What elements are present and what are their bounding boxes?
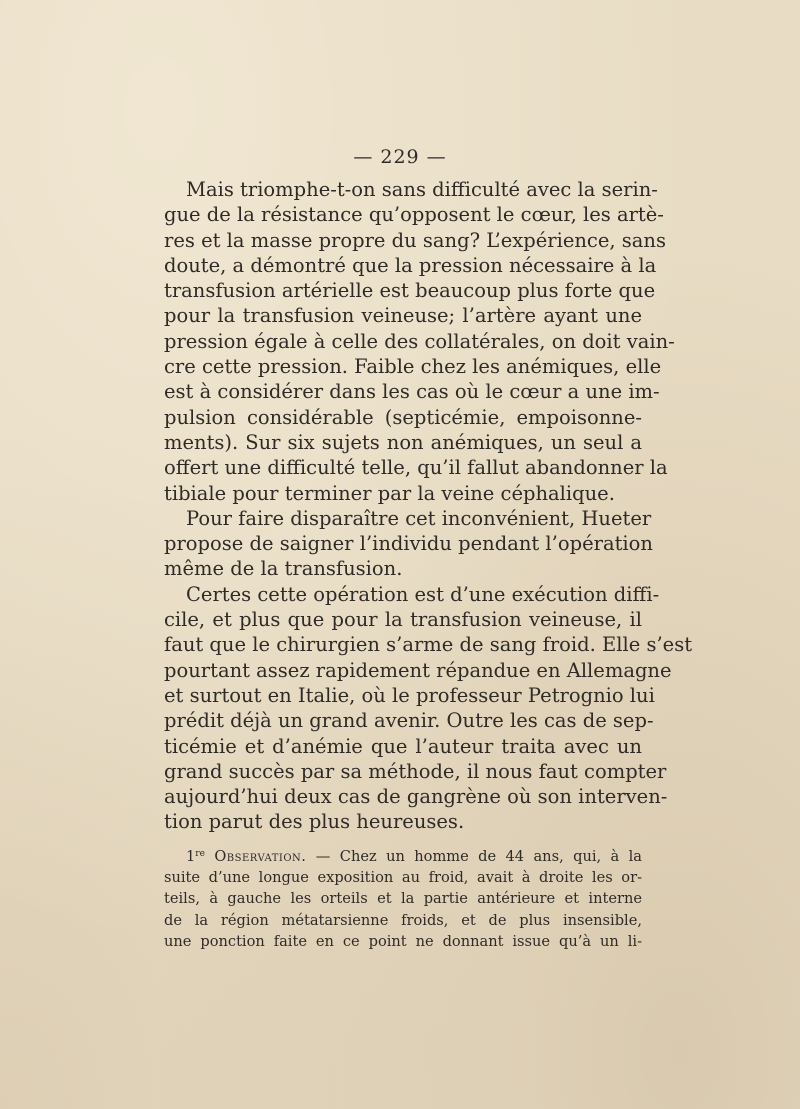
observation-ordinal: 1: [186, 848, 196, 865]
text-line: res et la masse propre du sang? L’expérience, sans: [164, 228, 666, 252]
text-line: Certes cette opération est d’une exécution diffi-: [186, 582, 660, 606]
observation-note: [164, 846, 642, 952]
observation-line: une ponction faite en ce point ne donnant issue qu’à un li-: [164, 932, 642, 950]
page-number: — 229 —: [353, 146, 447, 168]
observation-line: teils, à gauche les orteils et la partie antérieure et interne: [164, 890, 642, 908]
text-line: Pour faire disparaître cet inconvénient, Hueter: [186, 506, 652, 530]
text-line: grand succès par sa méthode, il nous faut compter: [164, 759, 667, 783]
text-line: prédit déjà un grand avenir. Outre les cas de sep-: [164, 709, 654, 733]
text-line: aujourd’hui deux cas de gangrène où son interven-: [164, 785, 668, 809]
text-line: offert une difficulté telle, qu’il fallut abandonner la: [164, 456, 668, 480]
text-line: tion parut des plus heureuses.: [164, 810, 465, 834]
text-line: Mais triomphe-t-on sans difficulté avec la serin-: [186, 178, 658, 201]
text-line: tibiale pour terminer par la veine céphalique.: [164, 481, 615, 505]
text-line: pour la transfusion veineuse; l’artère ayant une: [164, 304, 642, 328]
observation-line: de la région métatarsienne froids, et de plus insensible,: [164, 911, 642, 929]
text-line: transfusion artérielle est beaucoup plus forte que: [164, 279, 656, 303]
text-line: pulsion considérable (septicémie, empoisonne-: [164, 405, 642, 429]
text-line: propose de saigner l’individu pendant l’opération: [164, 532, 653, 556]
text-line: et surtout en Italie, où le professeur Petrognio lui: [164, 683, 655, 707]
text-line: est à considérer dans les cas où le cœur a une im-: [164, 380, 660, 404]
observation-first-line: [164, 846, 642, 867]
text-line: cre cette pression. Faible chez les anémiques, elle: [164, 355, 662, 379]
text-line: gue de la résistance qu’opposent le cœur, les artè-: [164, 203, 664, 227]
observation-line: suite d’une longue exposition au froid, avait à droite les or-: [164, 869, 642, 887]
text-line: doute, a démontré que la pression nécessaire à la: [164, 253, 657, 277]
text-line: ments). Sur six sujets non anémiques, un seul a: [164, 430, 642, 454]
observation-ordinal-suffix: re: [195, 849, 205, 859]
text-line: faut que le chirurgien s’arme de sang froid. Elle s’est: [164, 633, 693, 657]
observation-first-line-text: — Chez un homme de 44 ans, qui, à la: [306, 848, 642, 865]
text-line: cile, et plus que pour la transfusion veineuse, il: [164, 608, 642, 632]
text-line: pourtant assez rapidement répandue en Allemagne: [164, 658, 672, 682]
text-line: pression égale à celle des collatérales, on doit vain-: [164, 329, 675, 353]
text-line: ticémie et d’anémie que l’auteur traita avec un: [164, 734, 642, 758]
body-text: [164, 177, 693, 835]
observation-heading: Observation.: [214, 848, 307, 865]
text-line: même de la transfusion.: [164, 557, 403, 581]
